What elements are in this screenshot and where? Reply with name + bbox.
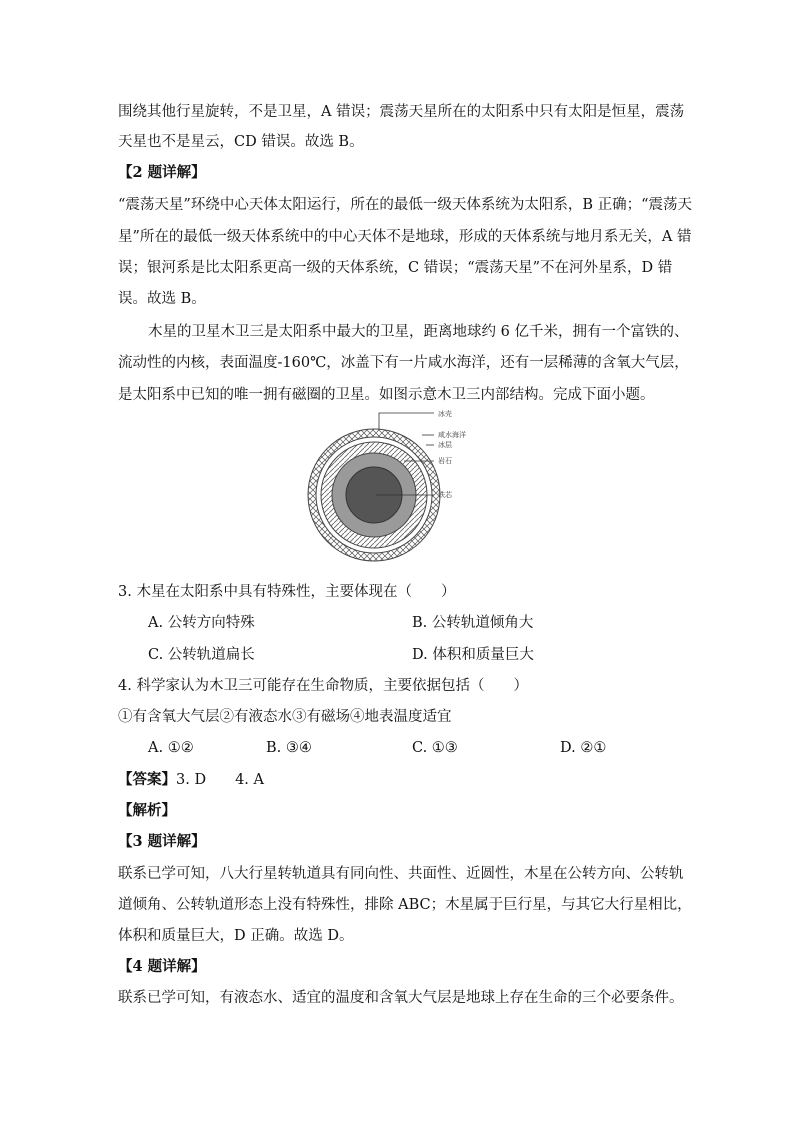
text-line: 天星也不是星云，CD 错误。故选 B。	[118, 134, 364, 150]
option-b[interactable]: B. 公转轨道倾角大	[412, 615, 534, 631]
option-d[interactable]: D. 体积和质量巨大	[412, 647, 534, 663]
section-heading-q3: 【3 题详解】	[118, 833, 206, 850]
option-c[interactable]: C. ①③	[412, 740, 458, 756]
section-heading-q4: 【4 题详解】	[118, 958, 206, 975]
text-line: 体积和质量巨大，D 正确。故选 D。	[118, 928, 354, 944]
label-ice-shell: 冰壳	[438, 410, 452, 418]
option-b[interactable]: B. ③④	[266, 740, 312, 756]
text-line: “震荡天星”环绕中心天体太阳运行，所在的最低一级天体系统为太阳系，B 正确；“震荡天	[118, 197, 692, 213]
analysis-heading: 【解析】	[118, 802, 176, 819]
text-line: 联系已学可知，八大行星转轨道具有同向性、共面性、近圆性，木星在公转方向、公转轨	[118, 866, 684, 882]
text-line: 星”所在的最低一级天体系统中的中心天体不是地球，形成的天体系统与地月系无关，A 错	[118, 229, 692, 245]
text-line: 道倾角、公转轨道形态上没有特殊性，排除 ABC；木星属于巨行星，与其它大行星相比，	[118, 897, 692, 913]
label-saltwater-ocean: 咸水海洋	[438, 431, 466, 439]
text-line: 误。故选 B。	[118, 291, 206, 307]
option-d[interactable]: D. ②①	[560, 740, 607, 756]
option-c[interactable]: C. 公转轨道扁长	[148, 647, 255, 663]
label-rock: 岩石	[438, 457, 452, 465]
question-conditions: ①有含氧大气层②有液态水③有磁场④地表温度适宜	[118, 709, 452, 725]
text-line: 联系已学可知，有液态水、适宜的温度和含氧大气层是地球上存在生命的三个必要条件。	[118, 990, 684, 1006]
answer-label: 【答案】	[118, 771, 176, 788]
question-stem-4: 4. 科学家认为木卫三可能存在生命物质，主要依据包括（ ）	[118, 678, 528, 694]
option-a[interactable]: A. ①②	[148, 740, 194, 756]
section-heading-q2: 【2 题详解】	[118, 164, 206, 181]
answer-value: 3. D 4. A	[176, 772, 264, 788]
text-line: 流动性的内核，表面温度-160℃，冰盖下有一片咸水海洋，还有一层稀薄的含氧大气层，	[118, 355, 689, 371]
ganymede-structure-diagram	[304, 403, 504, 571]
text-line: 是太阳系中已知的唯一拥有磁圈的卫星。如图示意木卫三内部结构。完成下面小题。	[118, 387, 655, 403]
label-iron-core: 铁芯	[438, 491, 452, 499]
text-line: 误；银河系是比太阳系更高一级的天体系统，C 错误；“震荡天星”不在河外星系，D 错	[118, 260, 673, 276]
text-line: 围绕其他行星旋转，不是卫星，A 错误；震荡天星所在的太阳系中只有太阳是恒星，震荡	[118, 104, 685, 120]
leader-line	[379, 413, 434, 429]
answer-line	[118, 770, 264, 790]
option-a[interactable]: A. 公转方向特殊	[148, 615, 255, 631]
label-ice-layer: 冰层	[438, 441, 452, 449]
text-line: 木星的卫星木卫三是太阳系中最大的卫星，距离地球约 6 亿千米，拥有一个富铁的、	[148, 324, 689, 340]
question-stem-3: 3. 木星在太阳系中具有特殊性，主要体现在（ ）	[118, 584, 456, 600]
